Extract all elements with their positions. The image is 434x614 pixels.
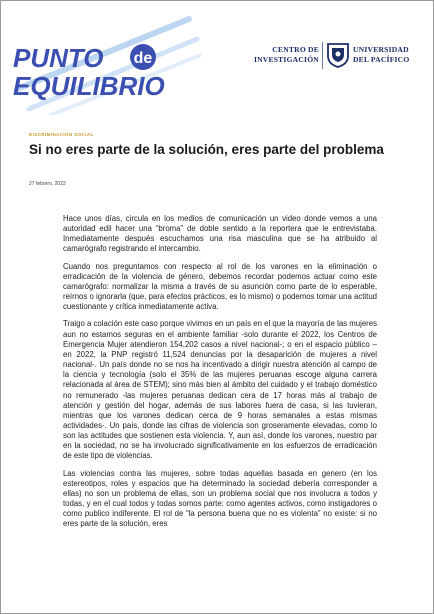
centro-investigacion-logo [245, 45, 319, 64]
article-paragraph: Cuando nos preguntamos con respecto al rol de los varones en la eliminación o erradicación de la violencia de género, debemos recordar podemos actuar como este camarógrafo: normalizar la misma a través de su asunción como parte de lo esperable, reírnos o ignorarla (que, para efectos prácticos, es lo mismo) o podemos tomar una actitud cuestionante y crítica inmediatamente activa. [63, 261, 377, 312]
article-paragraph: Traigo a colación este caso porque vivimos en un país en el que la mayoría de las mujeres aun no estamos seguras en el ambiente familiar -solo durante el 2022, los Centros de Emergencia Mujer atendieron 154,202 casos a nivel nacional-; o en el espacio público – en 2022, la PNP registró 11,524 denuncias por la desaparición de mujeres a nivel nacional-. Un país donde no se nos ha incentivado a dirigir nuestra atención al campo de la ciencia y tecnología (solo el 35% de las mujeres peruanas escoge alguna carrera relacionada al área de STEM); sino más bien al ámbito del cuidado y el trabajo doméstico no remunerado -las mujeres peruanas dedican cera de 17 horas más al trabajo de atención y gestión del hogar, además de sus labores fuera de casa, si las tuvieran, mientras que los varones dedican cerca de 9 horas semanales a estas mismas actividades-. Un país, donde las cifras de violencia son groseramente elevadas, como lo son las actitudes que sostienen esta violencia. Y, aun así, donde los varones, nuestro par en la sociedad, no se ha involucrado significativamente en los esfuerzos de erradicación de este tipo de violencias. [63, 319, 377, 461]
logo-line1: PUNTO [13, 43, 104, 73]
logo-connector: de [133, 50, 153, 67]
centro-line1: CENTRO DE [272, 45, 319, 54]
universidad-line1: UNIVERSIDAD [353, 45, 409, 54]
logo-divider [322, 42, 323, 69]
article-body [63, 214, 377, 537]
page-header [1, 1, 433, 121]
universidad-pacifico-logo [353, 45, 433, 64]
article-date: 27 febrero, 2023 [29, 181, 66, 187]
centro-line2: INVESTIGACIÓN [253, 54, 319, 64]
article-title: Si no eres parte de la solución, eres parte del problema [29, 142, 384, 157]
punto-de-equilibrio-logo [11, 15, 201, 115]
universidad-line2: DEL PACÍFICO [353, 54, 410, 64]
article-paragraph: Las violencias contra las mujeres, sobre todas aquellas basada en genero (en los estereotipos, roles y espacios que ha determinado la sociedad debería corresponder a ellas) no son un problema de ellas, son un problema social que nos involucra a todos y todas, y en el cual todos y todas somos parte: como agentes activos, como instigadores o como publico indiferente. El rol de “la persona buena que no es violenta” no existe: si no eres parte de la solución, eres [63, 468, 377, 529]
article-paragraph: Hace unos días, circula en los medios de comunicación un video donde vemos a una autoridad edil hacer una “broma” de doble sentido a la reportera que le entrevistaba. Inmediatamente después escuchamos una risa masculina que se ha atribuido al camarógrafo registrando el intercambio. [63, 214, 377, 254]
logo-line2: EQUILIBRIO [13, 71, 165, 101]
article-category[interactable]: DISCRIMINACIÓN SOCIAL [29, 132, 94, 137]
university-seal-icon [326, 42, 350, 68]
